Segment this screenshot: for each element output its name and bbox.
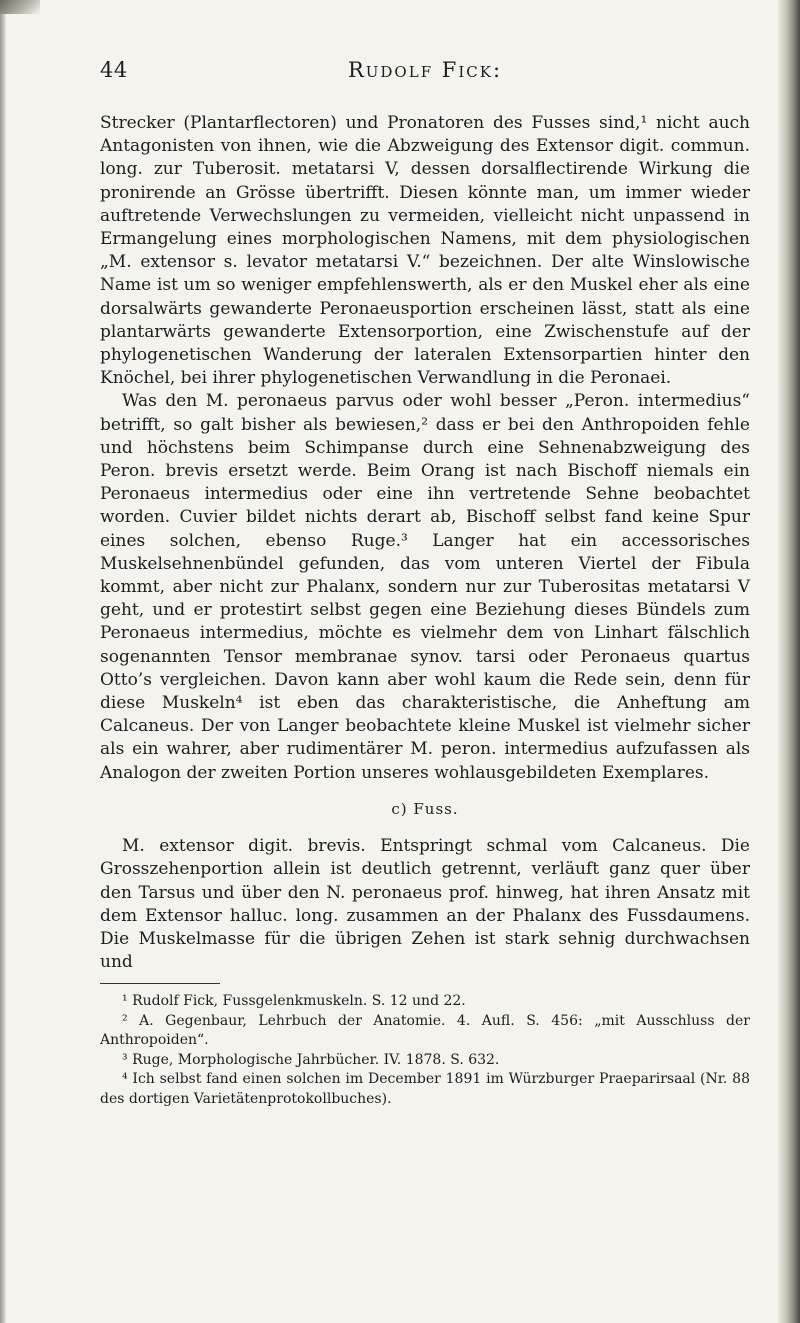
scan-edge-right (778, 0, 800, 1323)
footnote-3: ³ Ruge, Morphologische Jahrbücher. IV. 1878. S. 632. (122, 1051, 500, 1068)
paragraph-2: Was den M. peronaeus parvus oder wohl besser „Peron. intermedius“ betrifft, so galt bisher als bewiesen,² dass er bei den Anthropoiden fehle und höchstens beim Schimpanse durch eine Sehnenabzweigung des Peron. brevis ersetzt werde. Beim Orang ist nach Bischoff niemals ein Peronaeus intermedius oder eine ihn vertretende Sehne beobachtet worden. Cuvier bildet nichts derart ab, Bischoff selbst fand keine Spur eines solchen, ebenso Ruge.³ Langer hat ein accessorisches Muskelsehnenbündel gefunden, das vom unteren Viertel der Fibula kommt, aber nicht zur Phalanx, sondern nur zur Tuberositas metatarsi V geht, und er protestirt selbst gegen eine Beziehung dieses Bündels zum Peronaeus intermedius, möchte es vielmehr dem von Linhart fälschlich sogenannten Tensor membranae synov. tarsi oder Peronaeus quartus Otto’s vergleichen. Davon kann aber wohl kaum die Rede sein, denn für diese Muskeln⁴ ist eben das charakteristische, die Anheftung am Calcaneus. Der von Langer beobachtete kleine Muskel ist vielmehr sicher als ein wahrer, aber rudimentärer M. peron. intermedius aufzufassen als Analogon der zweiten Portion unseres wohlausgebildeten Exemplares. (100, 391, 750, 783)
section-heading: c) Fuss. (391, 799, 459, 818)
footnotes (100, 992, 750, 1109)
footnote-2: ² A. Gegenbaur, Lehrbuch der Anatomie. 4. Aufl. S. 456: „mit Ausschluss der Anthropoiden“. (100, 1012, 750, 1049)
paragraph-1: Strecker (Plantarflectoren) und Pronatoren des Fusses sind,¹ nicht auch Antagonisten von ihnen, wie die Abzweigung des Extensor digit. commun. long. zur Tuberosit. metatarsi V, dessen dorsalflectirende Wirkung die pronirende an Grösse übertrifft. Diesen könnte man, um immer wieder auftretende Verwechslungen zu vermeiden, vielleicht nicht unpassend in Ermangelung eines morphologischen Namens, mit dem physiologischen „M. extensor s. levator metatarsi V.“ bezeichnen. Der alte Winslowische Name ist um so weniger empfehlenswerth, als er den Muskel eher als eine dorsalwärts gewanderte Peronaeusportion erscheinen lässt, statt als eine plantarwärts gewanderte Extensorportion, eine Zwischenstufe auf der phylogenetischen Wanderung der lateralen Extensorpartien hinter den Knöchel, bei ihrer phylogenetischen Verwandlung in die Peronaei. (100, 113, 750, 389)
running-head: Rudolf Fick: (347, 58, 503, 82)
footnote-1: ¹ Rudolf Fick, Fussgelenkmuskeln. S. 12 und 22. (122, 993, 466, 1010)
body-text (100, 112, 750, 1109)
footnote-4: ⁴ Ich selbst fand einen solchen im December 1891 im Würzburger Praeparirsaal (Nr. 88 des dortigen Varietätenprotokollbuches). (100, 1071, 750, 1107)
page-header (100, 58, 750, 88)
page-number: 44 (100, 58, 128, 82)
scan-edge-left (0, 0, 6, 1323)
paragraph-3: M. extensor digit. brevis. Entspringt schmal vom Calcaneus. Die Grosszehenportion allein ist deutlich getrennt, verläuft ganz quer über den Tarsus und über den N. peronaeus prof. hinweg, hat ihren Ansatz mit dem Extensor halluc. long. zusammen an der Phalanx des Fussdaumens. Die Muskelmasse für die übrigen Zehen ist stark sehnig durchwachsen und (100, 836, 750, 973)
footnote-rule (100, 983, 220, 984)
scan-corner-mark (0, 0, 40, 14)
